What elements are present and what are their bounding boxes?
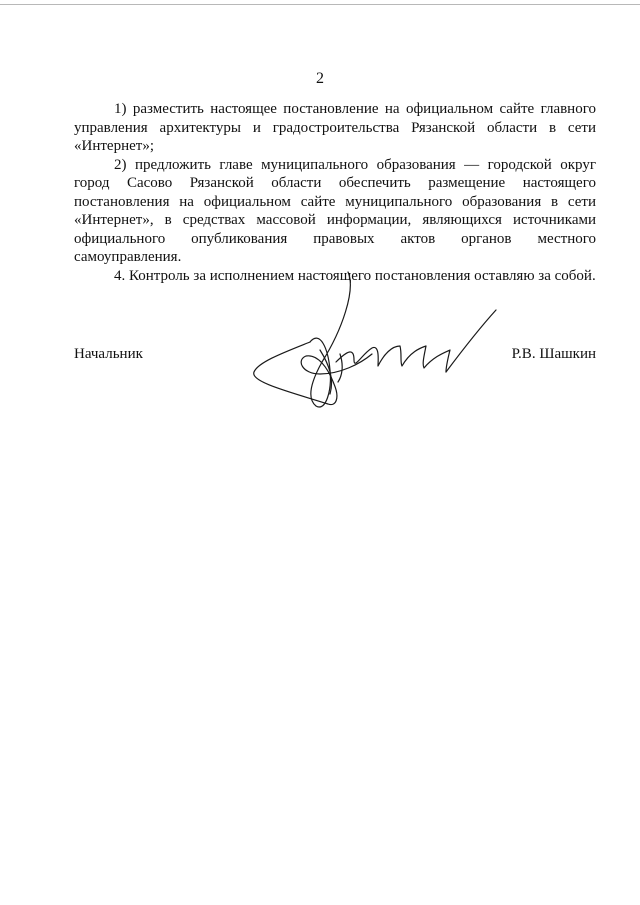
page-number: 2 [316, 70, 324, 87]
handwritten-signature [250, 270, 500, 420]
paragraph-item-2: 2) предложить главе муниципального образования — городской округ город Сасово Рязанской области обеспечить размещение настоящего постановления на официальном сайте муниципального образования в сети «Интернет», в средствах массовой информации, являющихся источниками официального опубликования правовых актов органов местного самоуправления. [74, 156, 596, 265]
document-body [74, 100, 596, 285]
signatory-title: Начальник [74, 346, 143, 362]
signatory-name: Р.В. Шашкин [511, 346, 596, 362]
top-border-line [0, 4, 640, 5]
paragraph-item-1: 1) разместить настоящее постановление на официальном сайте главного управления архитектуры и градостроительства Рязанской области в сети «Интернет»; [74, 101, 596, 154]
paragraph-control: 4. Контроль за исполнением настоящего постановления оставляю за собой. [114, 267, 596, 284]
